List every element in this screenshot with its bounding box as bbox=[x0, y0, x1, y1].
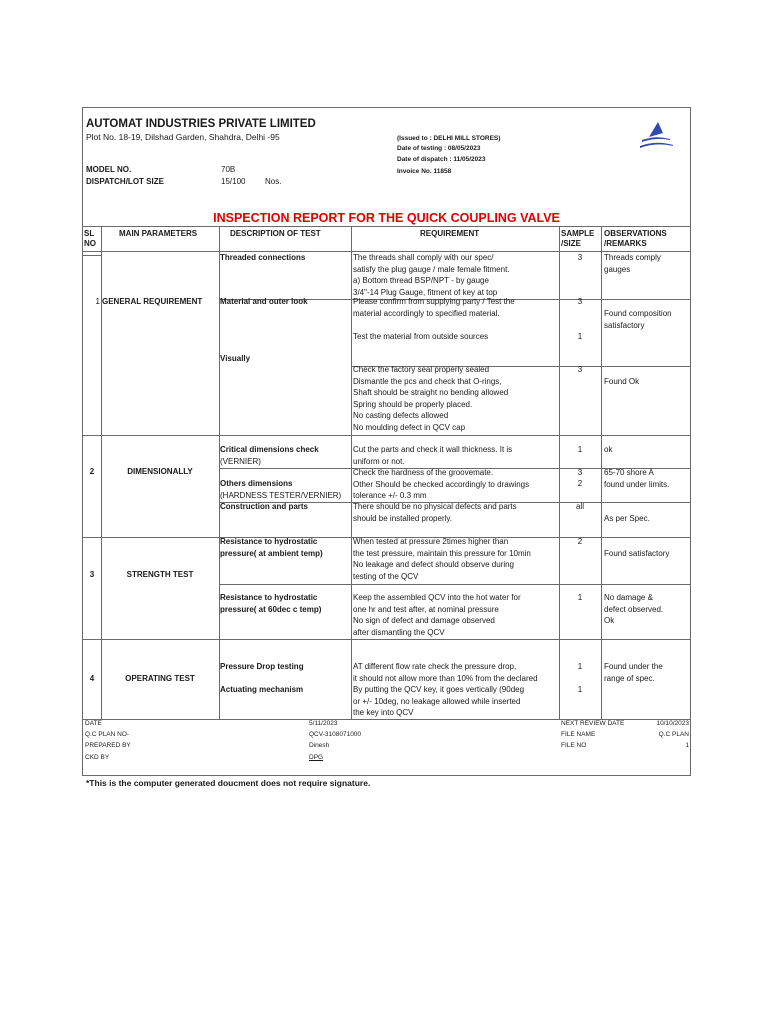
row3-obs-2 bbox=[604, 592, 663, 627]
row4-req-1 bbox=[353, 661, 538, 719]
text-line: material accordingly to specified material. bbox=[353, 308, 500, 318]
footer-file-name-value: Q.C PLAN bbox=[658, 731, 689, 738]
header-no: NO bbox=[84, 239, 96, 248]
footer-prepared-label: PREPARED BY bbox=[85, 742, 131, 749]
lot-value: 15/100 bbox=[221, 177, 246, 186]
row2-obs-2 bbox=[604, 467, 669, 490]
row3-bottom-border bbox=[83, 639, 690, 640]
invoice-number: Invoice No. 11858 bbox=[397, 168, 452, 175]
text-line: uniform or not. bbox=[353, 456, 405, 466]
row2-sample-1: 1 bbox=[577, 445, 583, 454]
text-line: (VERNIER) bbox=[220, 456, 261, 466]
lot-label: DISPATCH/LOT SIZE bbox=[86, 177, 164, 186]
company-name: AUTOMAT INDUSTRIES PRIVATE LIMITED bbox=[86, 118, 316, 130]
row3-req-1 bbox=[353, 536, 531, 582]
row3-main: STRENGTH TEST bbox=[126, 570, 194, 579]
footer-file-no-value: 1 bbox=[685, 742, 689, 749]
text-line: should be installed properly. bbox=[353, 513, 453, 523]
text-line: Critical dimensions check bbox=[220, 445, 319, 454]
col-divider bbox=[351, 226, 352, 719]
text-line: pressure( at 60dec c temp) bbox=[220, 604, 322, 614]
text-line: satisfy the plug gauge / male female fitment. bbox=[353, 264, 510, 274]
text-line: AT different flow rate check the pressure drop, bbox=[353, 662, 517, 671]
text-line: 65-70 shore A bbox=[604, 468, 654, 477]
row2-obs-3: As per Spec. bbox=[604, 514, 650, 523]
row1-obs-3: Found Ok bbox=[604, 377, 640, 386]
row1-desc-3: Visually bbox=[220, 354, 251, 363]
header-sample: SAMPLE bbox=[561, 229, 595, 238]
testing-date: Date of testing : 08/05/2023 bbox=[397, 145, 481, 152]
row2-req-3 bbox=[353, 501, 517, 524]
footer-checked-label: CKD BY bbox=[85, 754, 110, 761]
text-line: Spring should be properly placed. bbox=[353, 399, 473, 409]
text-line: Check the hardness of the groovemate. bbox=[353, 468, 494, 477]
text-line: satisfactory bbox=[604, 320, 645, 330]
header-remarks: /REMARKS bbox=[604, 239, 647, 248]
footer-review-value: 10/10/2023 bbox=[656, 720, 689, 727]
footer-date-label: DATE bbox=[85, 720, 102, 727]
row4-obs-1 bbox=[604, 661, 663, 684]
report-frame bbox=[82, 107, 691, 776]
row4-sl: 4 bbox=[89, 674, 95, 683]
row1-main: GENERAL REQUIREMENT bbox=[102, 297, 203, 306]
row2-sl: 2 bbox=[89, 467, 95, 476]
text-line: No casting defects allowed bbox=[353, 411, 449, 420]
row1-sl: 1 bbox=[95, 297, 100, 306]
company-logo bbox=[636, 120, 676, 152]
header-main-parameters: MAIN PARAMETERS bbox=[119, 229, 198, 238]
text-line: after dismantling the QCV bbox=[353, 627, 445, 637]
divider bbox=[83, 255, 101, 256]
row1-req-3: Test the material from outside sources bbox=[353, 332, 489, 341]
row3-obs-1: Found satisfactory bbox=[604, 549, 670, 558]
text-line: or +/- 10deg, no leakage allowed while inserted bbox=[353, 696, 521, 706]
footer-qc-value: QCV-3108071000 bbox=[309, 731, 362, 738]
row2-req-1 bbox=[353, 444, 512, 467]
footer-review-label: NEXT REVIEW DATE bbox=[561, 720, 625, 727]
row1-req-4 bbox=[353, 364, 508, 433]
text-line: No damage & bbox=[604, 593, 653, 602]
text-line: range of spec. bbox=[604, 673, 655, 683]
text-line: it should not allow more than 10% from the declared bbox=[353, 673, 538, 683]
divider bbox=[219, 584, 690, 585]
text-line: The threads shall comply with our spec/ bbox=[353, 253, 494, 262]
text-line: the key into QCV bbox=[353, 708, 414, 717]
row3-sl: 3 bbox=[89, 570, 95, 579]
text-line: Dismantle the pcs and check that O-rings, bbox=[353, 376, 502, 386]
text-line: Found composition bbox=[604, 309, 672, 318]
text-line: one hr and test after, at nominal pressure bbox=[353, 604, 499, 614]
text-line: No leakage and defect should observe during bbox=[353, 560, 514, 569]
col-divider bbox=[601, 226, 602, 719]
issued-to: (Issued to : DELHI MILL STORES) bbox=[397, 135, 501, 142]
text-line: Cut the parts and check it wall thickness. It is bbox=[353, 445, 513, 454]
text-line: No moulding defect in QCV cap bbox=[353, 422, 466, 432]
row3-desc-1 bbox=[220, 536, 323, 559]
row2-req-2 bbox=[353, 467, 529, 502]
row1-desc-2: Material and outer look bbox=[220, 297, 308, 306]
footer-file-no-label: FILE NO bbox=[561, 742, 587, 749]
model-label: MODEL NO. bbox=[86, 165, 132, 174]
text-line: Check the factory seal properly sealed bbox=[353, 365, 490, 374]
row4-sample-2: 1 bbox=[577, 685, 583, 694]
header-requirement: REQUIREMENT bbox=[420, 229, 480, 238]
text-line: Found under the bbox=[604, 662, 663, 671]
footer-date-value: 5/11/2023 bbox=[309, 720, 338, 727]
row1-sample-1: 3 bbox=[577, 253, 583, 262]
footer-prepared-value: Dinesh bbox=[309, 742, 330, 749]
text-line: Keep the assembled QCV into the hot water for bbox=[353, 593, 521, 602]
text-line: There should be no physical defects and parts bbox=[353, 502, 517, 511]
row1-obs-1 bbox=[604, 252, 661, 275]
row3-desc-2 bbox=[220, 592, 321, 615]
row4-sample-1: 1 bbox=[577, 662, 583, 671]
row4-main: OPERATING TEST bbox=[125, 674, 195, 683]
text-line: the test pressure, maintain this pressure for 10min bbox=[353, 548, 531, 558]
text-line: Resistance to hydrostatic bbox=[220, 537, 318, 546]
text-line: 3/4"-14 Plug Gauge, fitment of key at top bbox=[353, 287, 498, 297]
row2-obs-1: ok bbox=[604, 445, 613, 454]
text-line: No sign of defect and damage observed bbox=[353, 616, 495, 625]
text-line: Others dimensions bbox=[220, 479, 293, 488]
row4-desc-2: Actuating mechanism bbox=[220, 685, 304, 694]
text-line: When tested at pressure 2times higher than bbox=[353, 537, 509, 546]
text-line: Resistance to hydrostatic bbox=[220, 593, 318, 602]
header-size: /SIZE bbox=[561, 239, 582, 248]
text-line: a) Bottom thread BSP/NPT - by gauge bbox=[353, 276, 489, 285]
company-address: Plot No. 18-19, Dilshad Garden, Shahdra, Delhi -95 bbox=[86, 132, 280, 142]
footer-file-name-label: FILE NAME bbox=[561, 731, 596, 738]
text-line: Other Should be checked accordingly to drawings bbox=[353, 479, 530, 489]
header-observations: OBSERVATIONS bbox=[604, 229, 667, 238]
row2-desc-2 bbox=[220, 478, 341, 501]
text-line: Threads comply bbox=[604, 253, 661, 262]
text-line: By putting the QCV key, it goes vertically (90deg bbox=[353, 685, 525, 694]
row2-sample-2b: 2 bbox=[577, 479, 583, 488]
text-line: Shaft should be straight no bending allowed bbox=[353, 388, 509, 397]
text-line: gauges bbox=[604, 264, 631, 274]
row1-sample-2: 3 bbox=[577, 297, 583, 306]
footer-qc-label: Q.C PLAN NO- bbox=[85, 731, 130, 738]
row1-req-2 bbox=[353, 296, 515, 319]
row2-sample-3: all bbox=[575, 502, 584, 511]
text-line: Please confirm from supplying party / Test the bbox=[353, 297, 515, 306]
row1-desc-1: Threaded connections bbox=[220, 253, 306, 262]
row2-desc-3: Construction and parts bbox=[220, 502, 309, 511]
row1-sample-4: 3 bbox=[577, 365, 583, 374]
text-line: Ok bbox=[604, 616, 615, 625]
header-sl: SL bbox=[84, 229, 95, 238]
lot-unit: Nos. bbox=[265, 177, 282, 186]
dispatch-date: Date of dispatch : 11/05/2023 bbox=[397, 156, 486, 163]
header-description: DESCRIPTION OF TEST bbox=[230, 229, 321, 238]
report-title: INSPECTION REPORT FOR THE QUICK COUPLING VALVE bbox=[213, 211, 560, 225]
row2-desc-1 bbox=[220, 444, 319, 467]
text-line: tolerance +/- 0.3 mm bbox=[353, 491, 427, 500]
row1-obs-2 bbox=[604, 308, 672, 331]
row3-sample-1: 2 bbox=[577, 537, 583, 546]
row4-desc-1: Pressure Drop testing bbox=[220, 662, 304, 671]
row1-bottom-border bbox=[83, 435, 690, 436]
row1-req-1 bbox=[353, 252, 510, 298]
text-line: testing of the QCV bbox=[353, 571, 419, 581]
text-line: defect observed. bbox=[604, 604, 664, 614]
table-top-border bbox=[83, 226, 690, 227]
row2-sample-2a: 3 bbox=[577, 468, 583, 477]
row2-main: DIMENSIONALLY bbox=[127, 467, 193, 476]
text-line: found under limits. bbox=[604, 479, 670, 489]
text-line: pressure( at ambient temp) bbox=[220, 548, 323, 558]
text-line: (HARDNESS TESTER/VERNIER) bbox=[220, 490, 342, 500]
model-value: 70B bbox=[221, 165, 236, 174]
row1-sample-3: 1 bbox=[577, 332, 583, 341]
row3-req-2 bbox=[353, 592, 521, 638]
footer-checked-value: DPG bbox=[309, 754, 324, 761]
signature-note: *This is the computer generated doucment does not require signature. bbox=[86, 778, 371, 788]
row3-sample-2: 1 bbox=[577, 593, 583, 602]
